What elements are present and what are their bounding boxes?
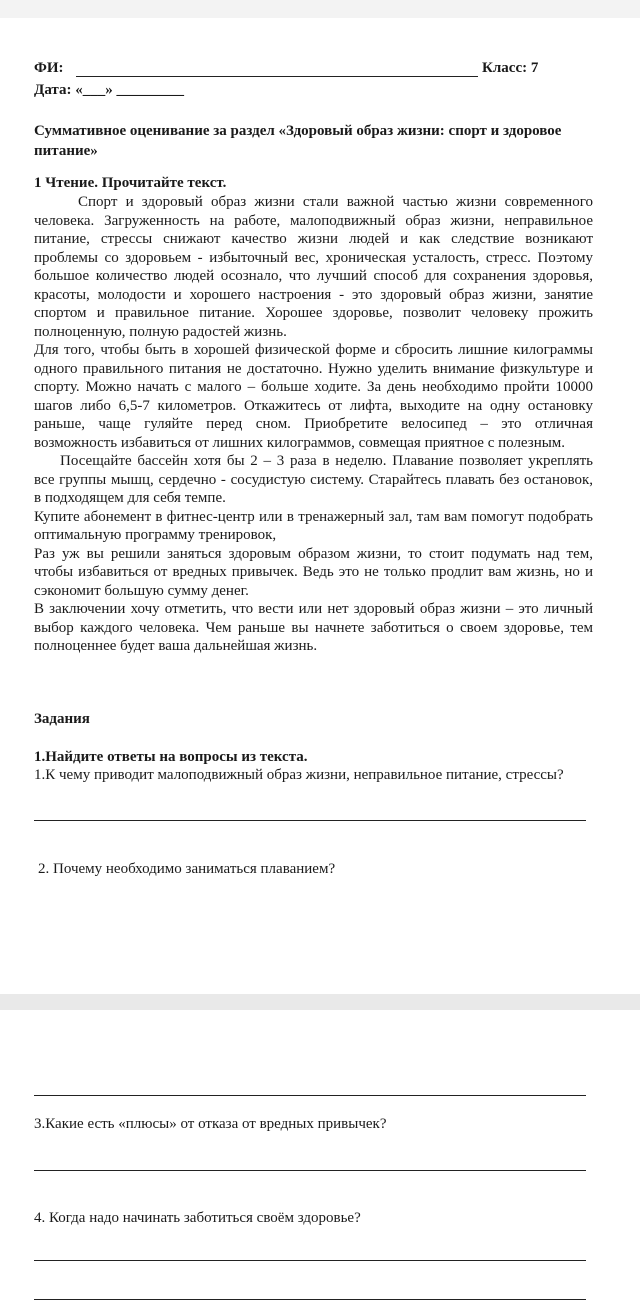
question-2: 2. Почему необходимо заниматься плаванием? [38,861,336,877]
previous-page-edge [0,0,640,18]
class-label: Класс: 7 [482,60,539,76]
reading-paragraph: Раз уж вы решили заняться здоровым образом жизни, то стоит подумать над тем, чтобы избавиться от вредных привычек. Ведь это не только продлит вам жизнь, но и сэкономит большую сумму денег. [34,545,593,599]
tasks-heading: Задания [34,711,90,727]
name-label: ФИ: [34,60,64,76]
answer-line [34,1299,586,1300]
date-label: Дата: «___» _________ [34,82,184,98]
worksheet-page-2 [0,1010,640,1312]
reading-paragraph: Посещайте бассейн хотя бы 2 – 3 раза в неделю. Плавание позволяет укреплять все группы мышц, сердечно - сосудистую систему. Старайтесь плавать без остановок, в подходящем для себя темпе. [34,453,593,506]
answer-line [34,1170,586,1171]
answer-line [34,820,586,821]
name-answer-line [76,76,478,77]
reading-heading: 1 Чтение. Прочитайте текст. [34,175,227,191]
answer-line [34,1095,586,1096]
reading-paragraph: Для того, чтобы быть в хорошей физической форме и сбросить лишние килограммы одного правильного питания не достаточно. Нужно уделить внимание физкультуре и спорту. Можно начать с малого – больше ходите. За день необходимо пройти 10000 шагов либо 6,5-7 километров. Откажитесь от лифта, выходите на одну остановку раньше, чаще гуляйте перед сном. Приобретите велосипед – это отличная возможность избавиться от лишних килограммов, совмещая приятное с полезным. [34,342,593,451]
reading-paragraph: Спорт и здоровый образ жизни стали важной частью жизни современного человека. Загруженность на работе, малоподвижный образ жизни, неправильное питание, стрессы снижают качество жизни людей и как следствие возникают проблемы со здоровьем - избыточный вес, хроническая усталость, стресс. Поэтому большое количество людей осознало, что лучший способ для сохранения здоровья, красоты, молодости и хорошего настроения - это здоровый образ жизни, занятие спортом и правильное питание. Хорошее здоровье, позволит человеку прожить полноценную, полную радостей жизнь. [34,194,593,340]
answer-line [34,1260,586,1261]
reading-paragraph: В заключении хочу отметить, что вести или нет здоровый образ жизни – это личный выбор каждого человека. Чем раньше вы начнете заботиться о своем здоровье, тем полноценнее будет ваша дальнейшая жизнь. [34,601,593,654]
reading-paragraph: Купите абонемент в фитнес-центр или в тренажерный зал, там вам помогут подобрать оптимальную программу тренировок, [34,508,593,543]
question-3: 3.Какие есть «плюсы» от отказа от вредных привычек? [34,1116,387,1132]
assessment-title: Суммативное оценивание за раздел «Здоровый образ жизни: спорт и здоровое питание» [34,123,562,159]
reading-text [34,193,593,656]
tasks-section-heading: 1.Найдите ответы на вопросы из текста. [34,749,308,765]
question-4: 4. Когда надо начинать заботиться своём здоровье? [34,1210,361,1226]
question-1: 1.К чему приводит малоподвижный образ жизни, неправильное питание, стрессы? [34,767,564,783]
